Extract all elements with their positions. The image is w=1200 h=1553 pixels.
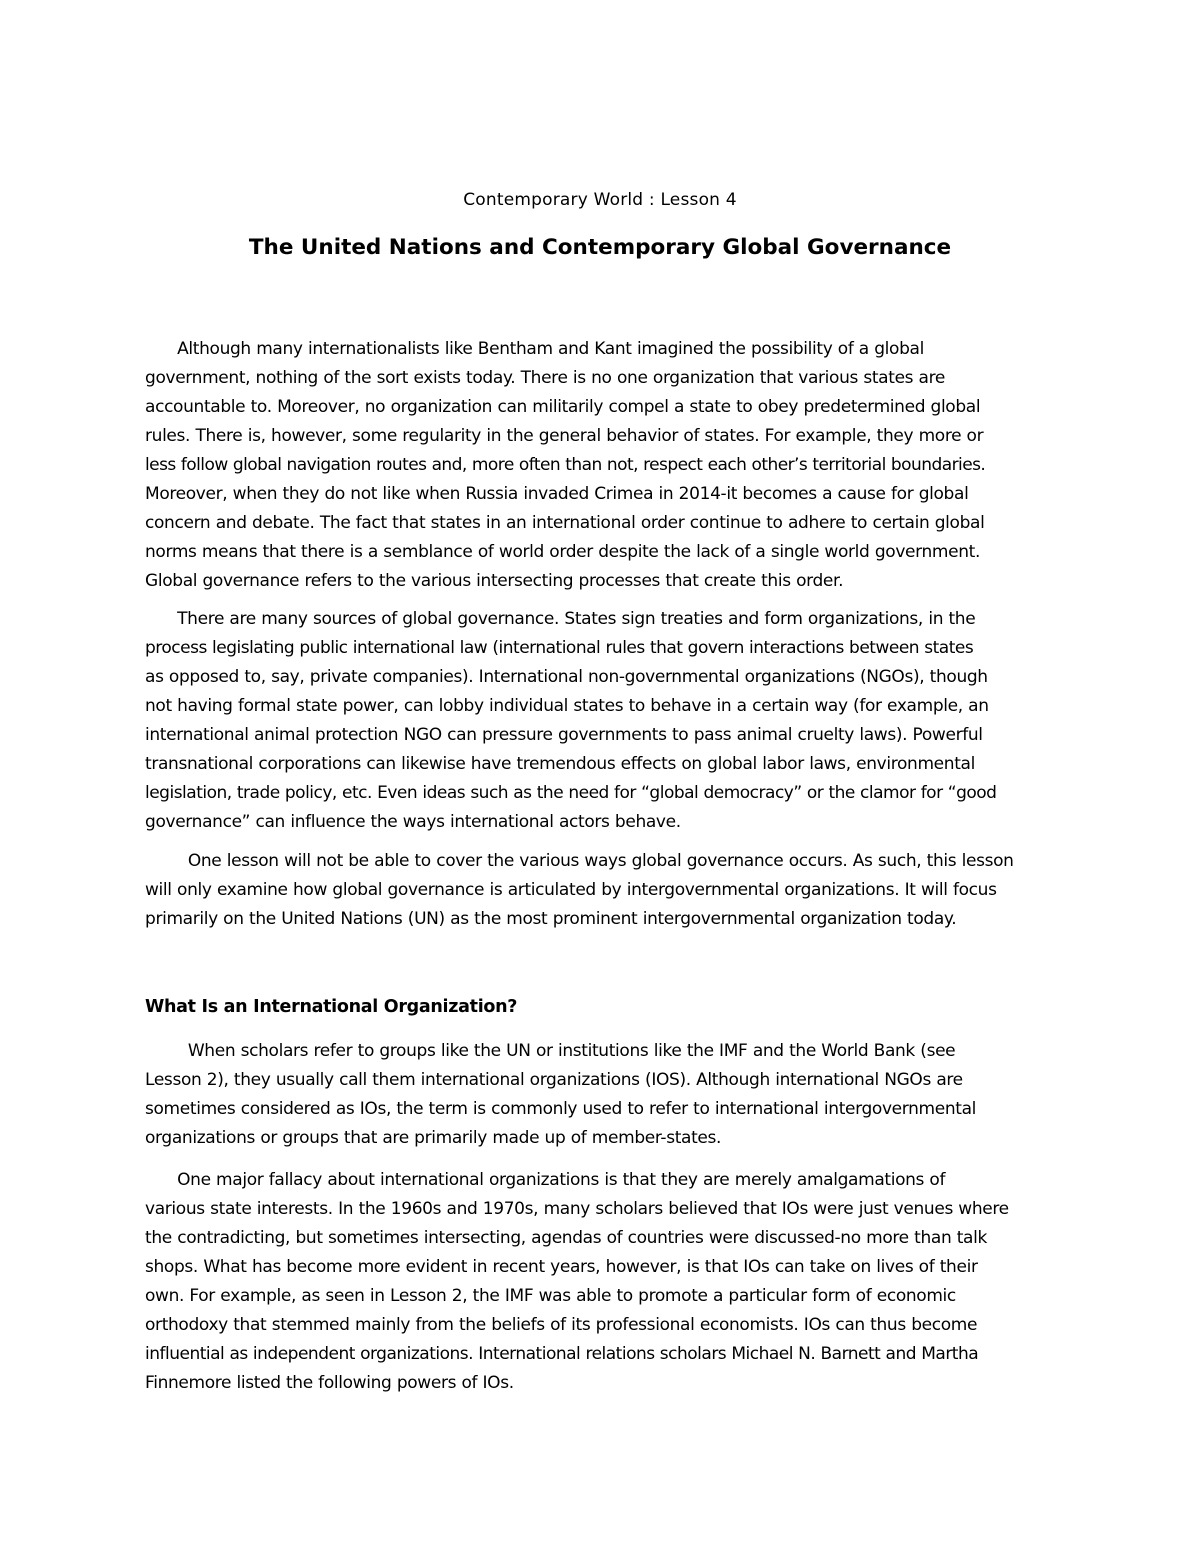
paragraph-line: orthodoxy that stemmed mainly from the beliefs of its professional economists. IOs can thus become [145, 1315, 978, 1335]
paragraph-line: influential as independent organizations. International relations scholars Michael N. Barnett and Martha [145, 1344, 979, 1364]
paragraph-line: less follow global navigation routes and, more often than not, respect each other’s territorial boundaries. [145, 455, 986, 475]
paragraph-line: not having formal state power, can lobby individual states to behave in a certain way (for example, an [145, 696, 989, 716]
document-subtitle: Contemporary World : Lesson 4 [463, 190, 737, 210]
paragraph-line: concern and debate. The fact that states in an international order continue to adhere to certain global [145, 513, 985, 533]
paragraph-line: the contradicting, but sometimes intersecting, agendas of countries were discussed-no more than talk [145, 1228, 987, 1248]
paragraph-line: process legislating public international law (international rules that govern interactions between states [145, 638, 974, 658]
paragraph-lesson-scope [145, 847, 1065, 934]
paragraph-line: One major fallacy about international organizations is that they are merely amalgamations of [145, 1170, 946, 1190]
paragraph-global-governance-intro [145, 335, 1065, 596]
paragraph-line: Moreover, when they do not like when Russia invaded Crimea in 2014-it becomes a cause for global [145, 484, 969, 504]
paragraph-io-fallacy [145, 1166, 1065, 1398]
paragraph-io-definition [145, 1037, 1065, 1153]
paragraph-line: There are many sources of global governance. States sign treaties and form organizations, in the [145, 609, 976, 629]
paragraph-line: governance” can influence the ways international actors behave. [145, 812, 681, 832]
paragraph-line: various state interests. In the 1960s and 1970s, many scholars believed that IOs were just venues where [145, 1199, 1009, 1219]
document-title: The United Nations and Contemporary Global Governance [248, 235, 952, 260]
paragraph-line: rules. There is, however, some regularity in the general behavior of states. For example, they more or [145, 426, 984, 446]
paragraph-line: as opposed to, say, private companies). International non-governmental organizations (NGOs), though [145, 667, 988, 687]
paragraph-line: legislation, trade policy, etc. Even ideas such as the need for “global democracy” or the clamor for “good [145, 783, 997, 803]
paragraph-sources-of-governance [145, 605, 1065, 837]
paragraph-line: will only examine how global governance is articulated by intergovernmental organizations. It will focus [145, 880, 997, 900]
paragraph-line: primarily on the United Nations (UN) as the most prominent intergovernmental organization today. [145, 909, 957, 929]
paragraph-line: Global governance refers to the various intersecting processes that create this order. [145, 571, 844, 591]
paragraph-line: sometimes considered as IOs, the term is commonly used to refer to international intergovernmental [145, 1099, 977, 1119]
paragraph-line: shops. What has become more evident in recent years, however, is that IOs can take on lives of their [145, 1257, 978, 1277]
paragraph-line: Finnemore listed the following powers of IOs. [145, 1373, 514, 1393]
paragraph-line: One lesson will not be able to cover the various ways global governance occurs. As such, this lesson [145, 851, 1014, 871]
paragraph-line: organizations or groups that are primarily made up of member-states. [145, 1128, 722, 1148]
paragraph-line: own. For example, as seen in Lesson 2, the IMF was able to promote a particular form of economic [145, 1286, 956, 1306]
paragraph-line: transnational corporations can likewise have tremendous effects on global labor laws, environmental [145, 754, 975, 774]
section-heading: What Is an International Organization? [145, 997, 518, 1017]
paragraph-line: international animal protection NGO can pressure governments to pass animal cruelty laws). Powerful [145, 725, 983, 745]
paragraph-line: Although many internationalists like Bentham and Kant imagined the possibility of a global [145, 339, 924, 359]
paragraph-line: government, nothing of the sort exists today. There is no one organization that various states are [145, 368, 945, 388]
paragraph-line: When scholars refer to groups like the UN or institutions like the IMF and the World Bank (see [145, 1041, 956, 1061]
paragraph-line: norms means that there is a semblance of world order despite the lack of a single world government. [145, 542, 981, 562]
paragraph-line: accountable to. Moreover, no organization can militarily compel a state to obey predetermined global [145, 397, 981, 417]
paragraph-line: Lesson 2), they usually call them international organizations (IOS). Although international NGOs are [145, 1070, 963, 1090]
